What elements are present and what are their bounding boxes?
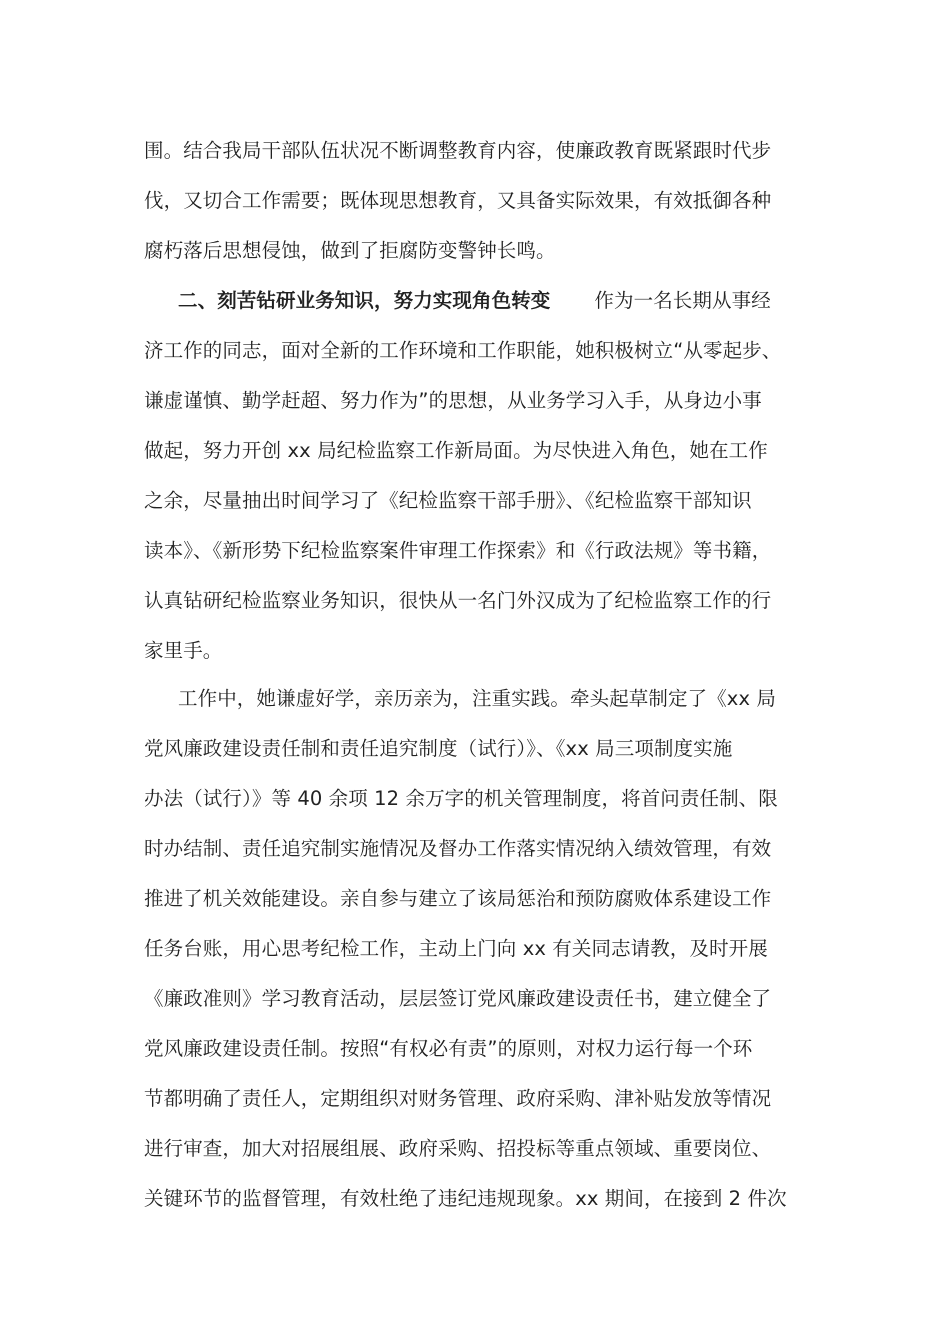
paragraph-line: 谦虚谨慎、勤学赶超、努力作为”的思想，从业务学习入手，从身边小事: [144, 389, 762, 412]
paragraph-line: 办法（试行）》等 40 余项 12 余万字的机关管理制度，将首问责任制、限: [144, 787, 778, 810]
section-heading: 二、刻苦钻研业务知识，努力实现角色转变: [178, 289, 551, 312]
paragraph-line: 进行审查，加大对招展组展、政府采购、招投标等重点领域、重要岗位、: [144, 1137, 772, 1160]
paragraph-line: 腐朽落后思想侵蚀，做到了拒腐防变警钟长鸣。: [144, 239, 556, 262]
paragraph-line: 任务台账，用心思考纪检工作，主动上门向 xx 有关同志请教，及时开展: [144, 937, 768, 960]
paragraph-line: 党风廉政建设责任制。按照“有权必有责”的原则，对权力运行每一个环: [144, 1037, 753, 1060]
paragraph-line: 党风廉政建设责任制和责任追究制度（试行）》、《xx 局三项制度实施: [144, 737, 733, 760]
paragraph-first-line: 工作中，她谦虚好学，亲历亲为，注重实践。牵头起草制定了《xx 局: [178, 687, 776, 710]
paragraph-line: 济工作的同志，面对全新的工作环境和工作职能，她积极树立“从零起步、: [144, 339, 782, 362]
paragraph-line: 节都明确了责任人，定期组织对财务管理、政府采购、津补贴发放等情况: [144, 1087, 772, 1110]
paragraph-line: 《廉政准则》学习教育活动，层层签订党风廉政建设责任书，建立健全了: [144, 987, 772, 1010]
paragraph-line: 家里手。: [144, 639, 223, 662]
paragraph-line: 做起，努力开创 xx 局纪检监察工作新局面。为尽快进入角色，她在工作: [144, 439, 768, 462]
paragraph-line: 推进了机关效能建设。亲自参与建立了该局惩治和预防腐败体系建设工作: [144, 887, 772, 910]
paragraph-line: 读本》、《新形势下纪检监察案件审理工作探索》和《行政法规》等书籍，: [144, 539, 772, 562]
paragraph-line: 围。结合我局干部队伍状况不断调整教育内容，使廉政教育既紧跟时代步: [144, 139, 772, 162]
paragraph-line: 关键环节的监督管理，有效杜绝了违纪违规现象。xx 期间，在接到 2 件次: [144, 1187, 787, 1210]
paragraph-line: 时办结制、责任追究制实施情况及督办工作落实情况纳入绩效管理，有效: [144, 837, 772, 860]
section-heading-line: [178, 286, 771, 316]
paragraph-line: 伐，又切合工作需要；既体现思想教育，又具备实际效果，有效抵御各种: [144, 189, 772, 212]
paragraph-line: 之余，尽量抽出时间学习了《纪检监察干部手册》、《纪检监察干部知识: [144, 489, 752, 512]
paragraph-line: 认真钻研纪检监察业务知识，很快从一名门外汉成为了纪检监察工作的行: [144, 589, 772, 612]
paragraph-text: 作为一名长期从事经: [594, 289, 771, 312]
